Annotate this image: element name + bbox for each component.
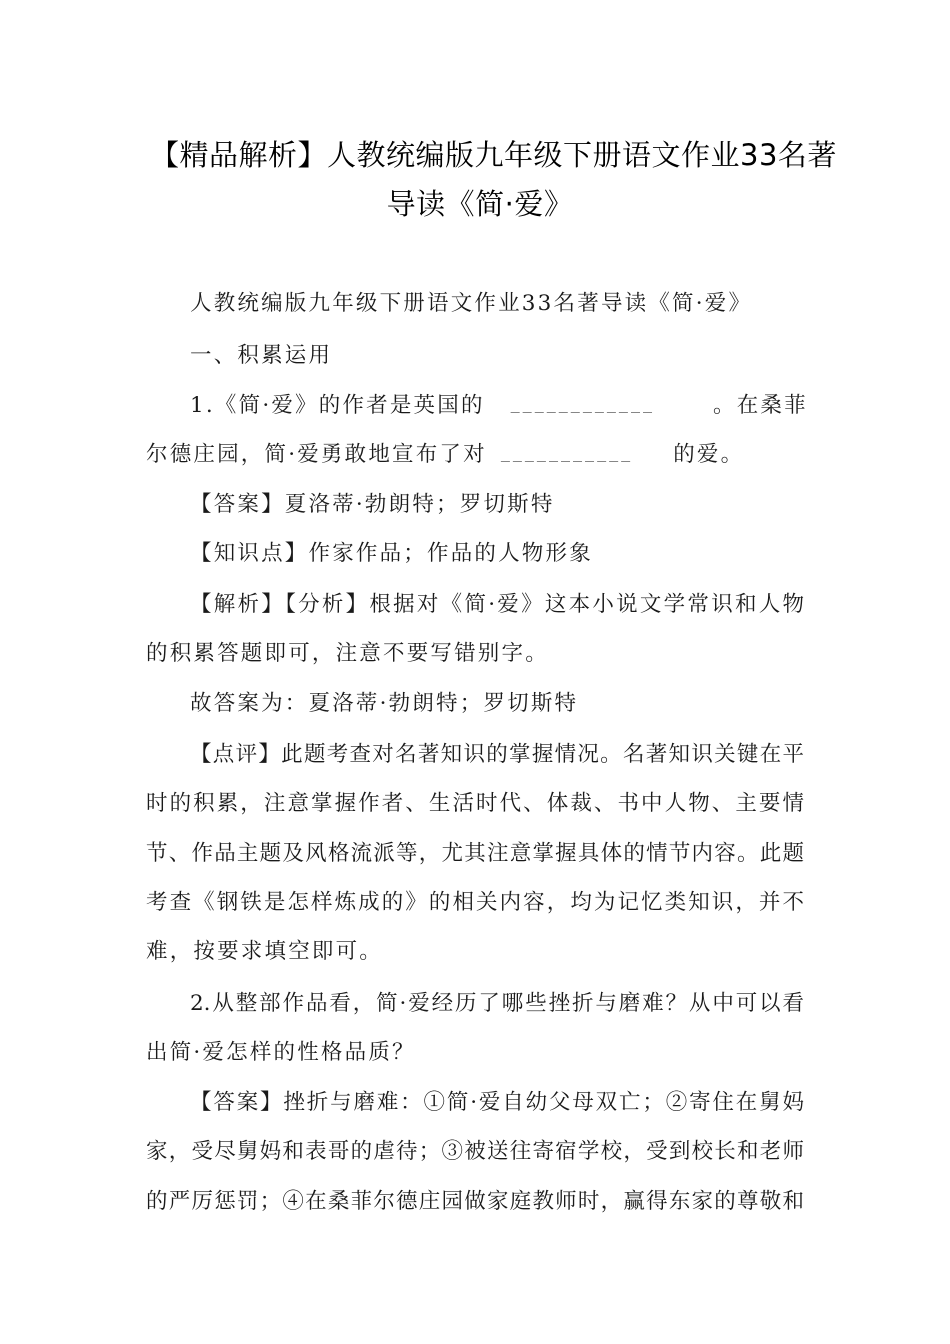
answer-2-line-1: 【答案】挫折与磨难：①简·爱自幼父母双亡；②寄住在舅妈: [190, 1090, 804, 1115]
comment-1-line-3: 节、作品主题及风格流派等，尤其注意掌握具体的情节内容。此题: [146, 841, 804, 866]
answer-2-line-3: 的严厉惩罚；④在桑菲尔德庄园做家庭教师时，赢得东家的尊敬和: [146, 1189, 804, 1214]
document-title-line-1: 【精品解析】人教统编版九年级下册语文作业33名著: [150, 138, 837, 172]
answer-blank-2: ___________: [500, 444, 634, 462]
conclusion-1: 故答案为：夏洛蒂·勃朗特；罗切斯特: [190, 691, 579, 716]
answer-1: 【答案】夏洛蒂·勃朗特；罗切斯特: [190, 492, 555, 517]
question-1-text-3: 的爱。: [673, 442, 745, 467]
question-2-line-2: 出简·爱怎样的性格品质？: [146, 1040, 416, 1065]
question-1-line-2: [146, 437, 744, 468]
comment-1-line-2: 时的积累，注意掌握作者、生活时代、体裁、书中人物、主要情: [146, 791, 804, 816]
knowledge-point-1: 【知识点】作家作品；作品的人物形象: [190, 541, 593, 566]
comment-1-line-4: 考查《钢铁是怎样炼成的》的相关内容，均为记忆类知识，并不: [146, 890, 804, 915]
section-heading: 一、积累运用: [190, 343, 333, 368]
answer-blank-1: ____________: [510, 395, 656, 413]
document-title-line-2: 导读《简·爱》: [386, 187, 574, 221]
comment-1-line-1: 【点评】此题考查对名著知识的掌握情况。名著知识关键在平: [190, 742, 804, 767]
answer-2-line-2: 家，受尽舅妈和表哥的虐待；③被送往寄宿学校，受到校长和老师: [146, 1139, 804, 1164]
question-1-line-1: [190, 388, 808, 419]
question-1-text-cont: 。在桑菲: [713, 393, 808, 418]
question-1-text: 1.《简·爱》的作者是英国的: [190, 393, 485, 418]
analysis-1-line-2: 的积累答题即可，注意不要写错别字。: [146, 641, 549, 666]
subtitle: 人教统编版九年级下册语文作业33名著导读《简·爱》: [190, 291, 753, 316]
question-1-text-2: 尔德庄园，简·爱勇敢地宣布了对: [146, 442, 487, 467]
analysis-1-line-1: 【解析】【分析】根据对《简·爱》这本小说文学常识和人物: [190, 592, 804, 617]
question-2-line-1: 2.从整部作品看，简·爱经历了哪些挫折与磨难？从中可以看: [190, 991, 804, 1016]
comment-1-line-5: 难，按要求填空即可。: [146, 939, 384, 964]
